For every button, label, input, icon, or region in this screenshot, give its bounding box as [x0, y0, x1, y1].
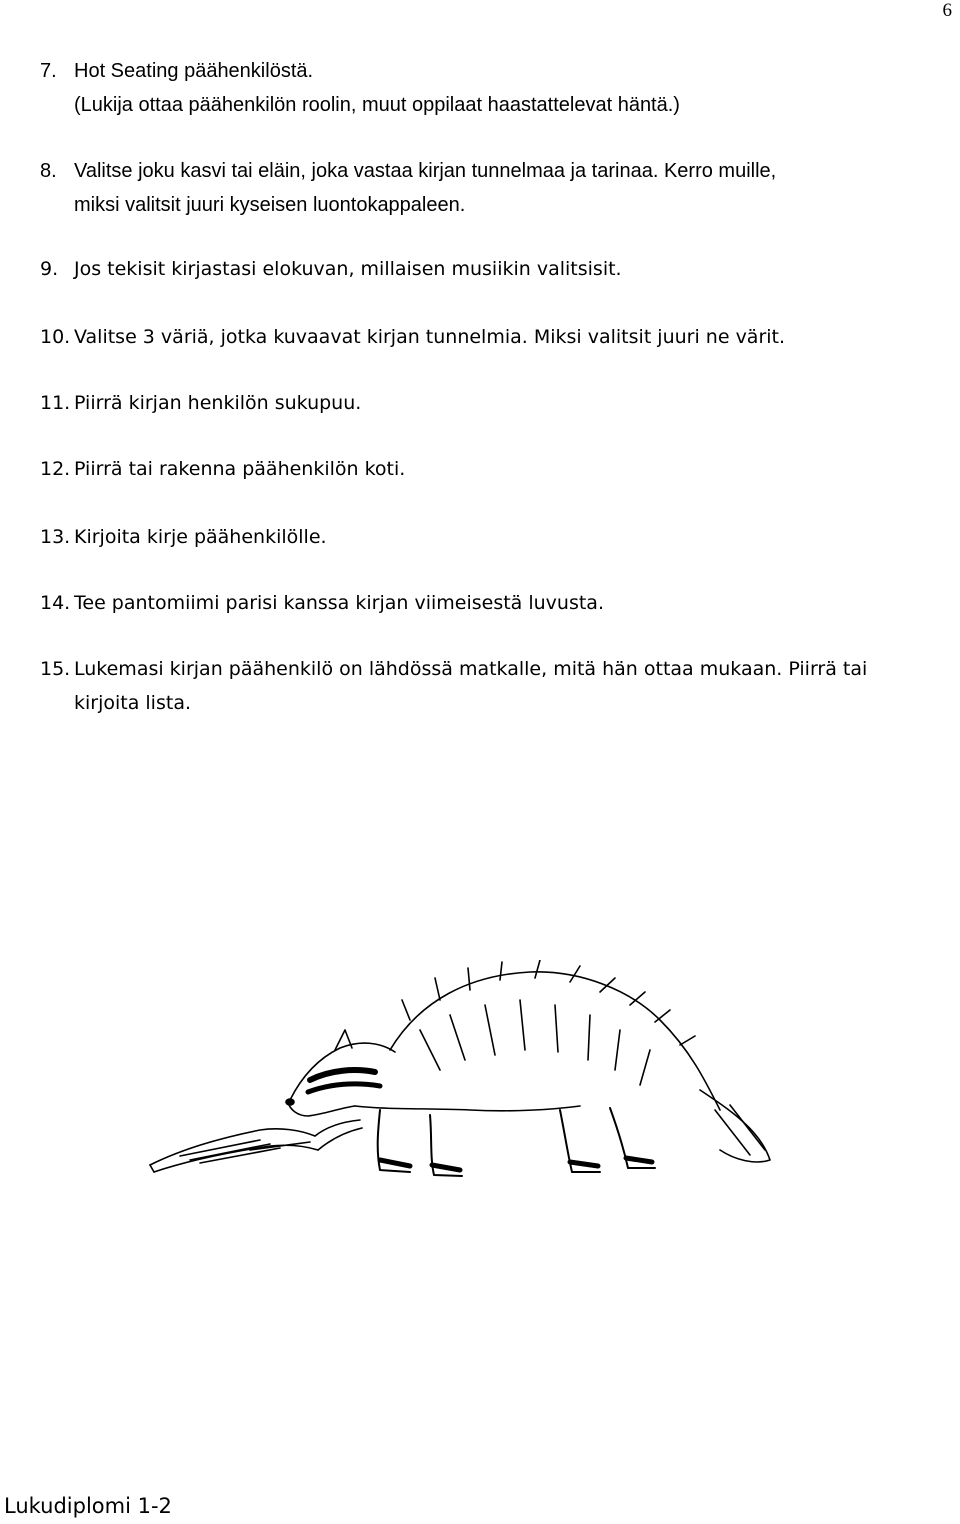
page-number: 6: [942, 0, 952, 21]
item-text: Lukemasi kirjan päähenkilö on lähdössä matkalle, mitä hän ottaa mukaan. Piirrä tai kirjoita lista.: [74, 658, 868, 714]
footer-text: Lukudiplomi 1-2: [4, 1494, 172, 1518]
item-text: Tee pantomiimi parisi kanssa kirjan viimeisestä luvusta.: [74, 592, 604, 614]
badger-reading-book-icon: [140, 960, 780, 1200]
item-number: 13.: [40, 526, 71, 548]
list-item: [40, 386, 958, 420]
item-text: Jos tekisit kirjastasi elokuvan, millaisen musiikin valitsisit.: [74, 258, 622, 280]
item-number: 8.: [40, 160, 57, 182]
item-number: 9.: [40, 258, 59, 280]
item-number: 7.: [40, 60, 57, 82]
item-number: 11.: [40, 392, 71, 414]
item-number: 12.: [40, 458, 71, 480]
item-text: Valitse joku kasvi tai eläin, joka vastaa kirjan tunnelmaa ja tarinaa. Kerro muille, miksi valitsit juuri kyseisen luontokappaleen.: [74, 160, 777, 216]
list-item: [40, 252, 958, 286]
item-text: Kirjoita kirje päähenkilölle.: [74, 526, 327, 548]
item-text: Hot Seating päähenkilöstä. (Lukija ottaa päähenkilön roolin, muut oppilaat haastattelevat häntä.): [74, 60, 680, 116]
item-number: 10.: [40, 326, 71, 348]
list-item: [40, 520, 958, 554]
item-number: 14.: [40, 592, 71, 614]
item-text: Valitse 3 väriä, jotka kuvaavat kirjan tunnelmia. Miksi valitsit juuri ne värit.: [74, 326, 786, 348]
list-item: [40, 54, 958, 122]
list-item: [40, 154, 958, 222]
item-text: Piirrä tai rakenna päähenkilön koti.: [74, 458, 406, 480]
list-item: [40, 320, 958, 354]
item-text: Piirrä kirjan henkilön sukupuu.: [74, 392, 362, 414]
list-item: [40, 452, 958, 486]
list-item: [40, 652, 958, 720]
list-item: [40, 586, 958, 620]
item-number: 15.: [40, 658, 71, 680]
